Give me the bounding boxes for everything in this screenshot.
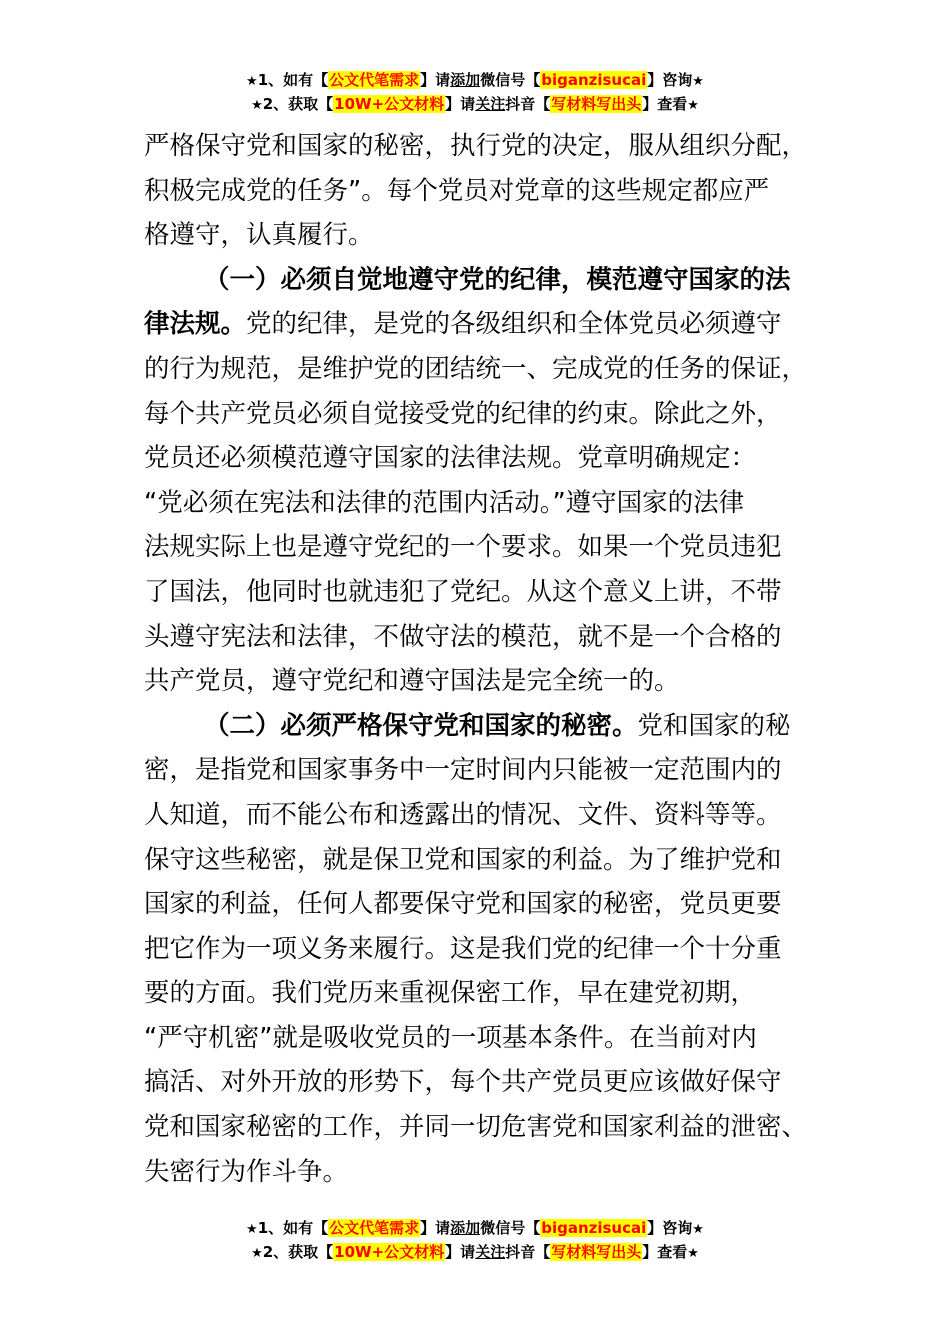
banner-line-1 xyxy=(0,1216,950,1240)
body-line: 积极完成党的任务”。每个党员对党章的这些规定都应严 xyxy=(144,175,770,206)
star-icon: ★ xyxy=(246,74,258,89)
banner-line-1 xyxy=(0,68,950,92)
banner-text: 微信号【 xyxy=(480,71,541,89)
body-line: 格遵守，认真履行。 xyxy=(144,220,374,251)
section-2-line: 要的方面。我们党历来重视保密工作，早在建党初期， xyxy=(144,978,757,1009)
banner-text: 微信号【 xyxy=(480,1219,541,1237)
banner-text: 抖音【 xyxy=(505,95,551,113)
section-2-line xyxy=(144,704,809,749)
section-1-line xyxy=(144,302,809,347)
star-icon: ★ xyxy=(251,1246,263,1261)
section-1-line: 共产党员，遵守党纪和遵守国法是完全统一的。 xyxy=(144,666,680,697)
document-body xyxy=(144,124,809,1194)
section-2-line: 把它作为一项义务来履行。这是我们党的纪律一个十分重 xyxy=(144,933,782,964)
banner-line-2 xyxy=(0,92,950,116)
star-icon: ★ xyxy=(687,98,699,113)
banner-text: 1、如有【 xyxy=(257,71,329,89)
section-1-heading: （一）必须自觉地遵守党的纪律，模范遵守国家的法 xyxy=(204,264,791,295)
star-icon: ★ xyxy=(251,98,263,113)
highlight-service: 公文代笔需求 xyxy=(329,1219,420,1237)
banner-text: 】咨询 xyxy=(647,1219,693,1237)
highlight-wechat-id: biganzisucai xyxy=(541,71,647,89)
star-icon: ★ xyxy=(692,1222,704,1237)
banner-text: 】请 xyxy=(420,1219,451,1237)
section-2-line: “严守机密”就是吸收党员的一项基本条件。在当前对内 xyxy=(144,1022,757,1053)
section-2-line: 党和国家秘密的工作，并同一切危害党和国家利益的泄密、 xyxy=(144,1112,808,1143)
footer-banner xyxy=(0,1216,950,1264)
highlight-materials: 10W+公文材料 xyxy=(334,95,445,113)
section-1-line: 的行为规范，是维护党的团结统一、完成党的任务的保证， xyxy=(144,353,808,384)
banner-text: 】查看 xyxy=(642,95,688,113)
banner-text: 】咨询 xyxy=(647,71,693,89)
banner-underlined-text: 添加 xyxy=(450,71,481,89)
banner-text: 】查看 xyxy=(642,1243,688,1261)
section-2-line: 保守这些秘密，就是保卫党和国家的利益。为了维护党和 xyxy=(144,844,782,875)
highlight-service: 公文代笔需求 xyxy=(329,71,420,89)
section-1-line: 党员还必须模范遵守国家的法律法规。党章明确规定： xyxy=(144,443,757,474)
section-2-line: 失密行为作斗争。 xyxy=(144,1156,349,1187)
banner-underlined-text: 关注 xyxy=(475,1243,506,1261)
section-2-line: 搞活、对外开放的形势下，每个共产党员更应该做好保守 xyxy=(144,1067,782,1098)
section-1-line: 头遵守宪法和法律，不做守法的模范，就不是一个合格的 xyxy=(144,621,782,652)
star-icon: ★ xyxy=(692,74,704,89)
star-icon: ★ xyxy=(687,1246,699,1261)
section-1-line: 了国法，他同时也就违犯了党纪。从这个意义上讲，不带 xyxy=(144,576,782,607)
section-2-heading: （二）必须严格保守党和国家的秘密。 xyxy=(204,710,638,741)
section-1-text: 党的纪律，是党的各级组织和全体党员必须遵守 xyxy=(246,309,782,340)
banner-underlined-text: 关注 xyxy=(475,95,506,113)
section-1-line: 每个共产党员必须自觉接受党的纪律的约束。除此之外， xyxy=(144,398,782,429)
highlight-douyin-id: 写材料写出头 xyxy=(551,95,642,113)
banner-text: 】请 xyxy=(445,1243,476,1261)
section-2-line: 密，是指党和国家事务中一定时间内只能被一定范围内的 xyxy=(144,755,782,786)
banner-text: 】请 xyxy=(420,71,451,89)
section-2-line: 人知道，而不能公布和透露出的情况、文件、资料等等。 xyxy=(144,799,782,830)
banner-text: 1、如有【 xyxy=(257,1219,329,1237)
highlight-wechat-id: biganzisucai xyxy=(541,1219,647,1237)
section-1-line: “党必须在宪法和法律的范围内活动。”遵守国家的法律 xyxy=(144,487,745,518)
star-icon: ★ xyxy=(246,1222,258,1237)
banner-text: 抖音【 xyxy=(505,1243,551,1261)
highlight-douyin-id: 写材料写出头 xyxy=(551,1243,642,1261)
section-2-line: 国家的利益，任何人都要保守党和国家的秘密，党员更要 xyxy=(144,889,782,920)
banner-underlined-text: 添加 xyxy=(450,1219,481,1237)
banner-text: 2、获取【 xyxy=(262,1243,334,1261)
section-1-line: 法规实际上也是遵守党纪的一个要求。如果一个党员违犯 xyxy=(144,532,782,563)
banner-text: 2、获取【 xyxy=(262,95,334,113)
header-banner xyxy=(0,68,950,116)
body-line: 严格保守党和国家的秘密，执行党的决定，服从组织分配， xyxy=(144,131,808,161)
banner-line-2 xyxy=(0,1240,950,1264)
highlight-materials: 10W+公文材料 xyxy=(334,1243,445,1261)
banner-text: 】请 xyxy=(445,95,476,113)
section-2-text: 党和国家的秘 xyxy=(637,710,791,741)
section-1-heading-end: 律法规。 xyxy=(144,309,247,340)
